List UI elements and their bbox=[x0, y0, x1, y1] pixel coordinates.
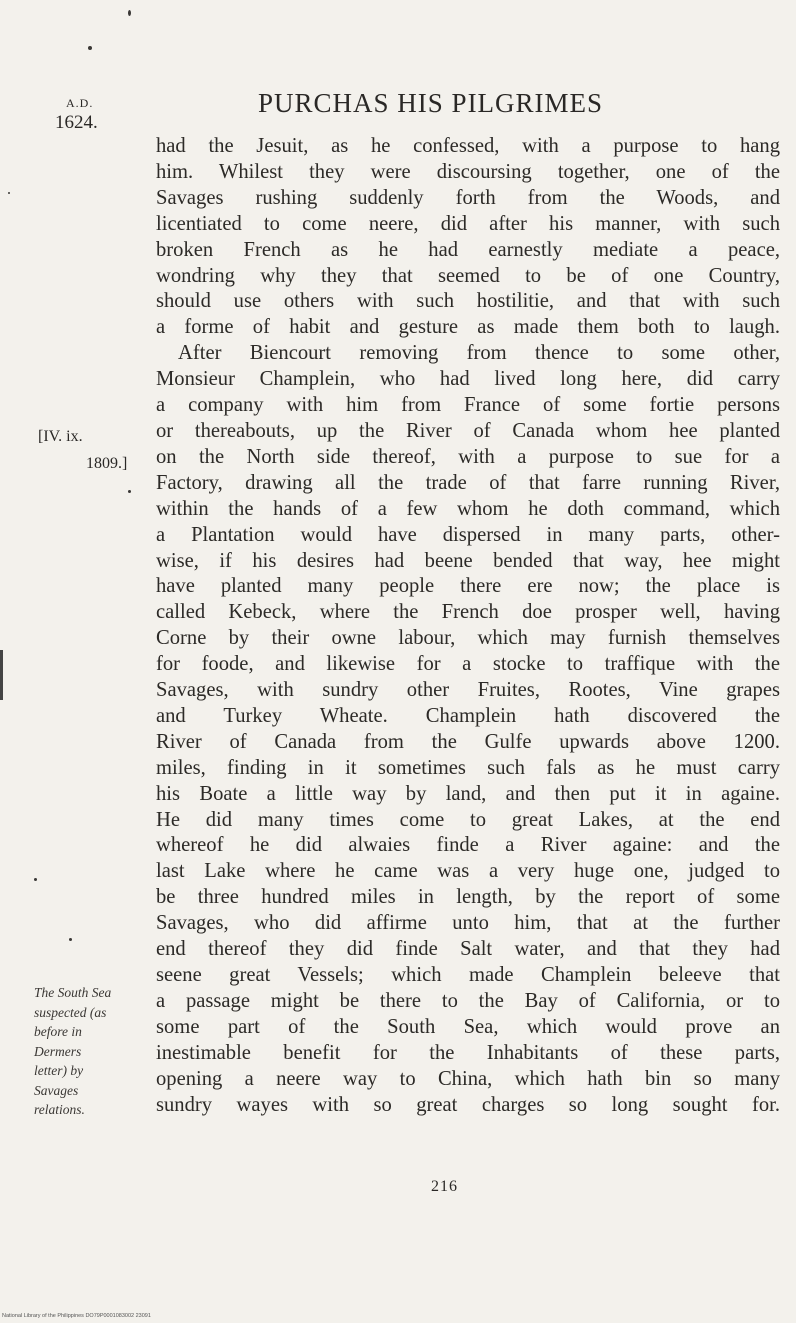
text-line: Savages rushing suddenly forth from the Woods, and bbox=[156, 186, 780, 209]
text-line: for foode, and likewise for a stocke to traffique with the bbox=[156, 653, 780, 676]
text-line: him. Whilest they were discoursing together, one of the bbox=[156, 160, 780, 183]
running-head: PURCHAS HIS PILGRIMES bbox=[258, 88, 604, 118]
sidenote-line: suspected (as bbox=[34, 1004, 107, 1020]
text-line: sundry wayes with so great charges so long sought for. bbox=[156, 1093, 780, 1116]
text-line: be three hundred miles in length, by the report of some bbox=[156, 886, 780, 909]
sidenote-line: relations. bbox=[34, 1102, 85, 1117]
margin-reference-volume: [IV. ix. bbox=[38, 428, 83, 445]
sidenote-line: before in bbox=[34, 1024, 82, 1039]
text-line: whereof he did alwaies finde a River againe: and the bbox=[156, 834, 780, 857]
text-line: Corne by their owne labour, which may furnish themselves bbox=[156, 627, 780, 650]
speck-mark bbox=[88, 46, 92, 50]
text-line: his Boate a little way by land, and then put it in againe. bbox=[156, 782, 780, 805]
text-line: last Lake where he came was a very huge one, judged to bbox=[156, 860, 780, 883]
sidenote-line: The South Sea bbox=[34, 985, 112, 1000]
text-line: broken French as he had earnestly mediate a peace, bbox=[156, 238, 780, 261]
text-line: Monsieur Champlein, who had lived long here, did carry bbox=[156, 368, 780, 391]
text-line: within the hands of a few whom he doth command, which bbox=[156, 497, 780, 520]
text-line: have planted many people there ere now; the place is bbox=[156, 575, 780, 598]
text-line: on the North side thereof, with a purpose to sue for a bbox=[156, 445, 780, 468]
date-year: 1624. bbox=[55, 112, 98, 133]
sidenote-line: letter) by bbox=[34, 1063, 84, 1078]
speck-mark bbox=[69, 938, 72, 941]
text-line: called Kebeck, where the French doe prosper well, having bbox=[156, 601, 780, 624]
text-line: seene great Vessels; which made Champlein beleeve that bbox=[156, 964, 780, 986]
text-line: He did many times come to great Lakes, at the end bbox=[156, 808, 780, 831]
text-line: inestimable benefit for the Inhabitants of these parts, bbox=[156, 1041, 780, 1064]
page-number: 216 bbox=[431, 1178, 458, 1195]
text-line: end thereof they did finde Salt water, and that they had bbox=[156, 938, 780, 961]
paragraph-start-line: After Biencourt removing from thence to some other, bbox=[178, 342, 780, 365]
margin-sidenote bbox=[34, 983, 154, 1120]
sidenote-line: Dermers bbox=[34, 1043, 82, 1059]
text-line: and Turkey Wheate. Champlein hath discovered the bbox=[156, 704, 780, 727]
text-line: some part of the South Sea, which would prove an bbox=[156, 1015, 780, 1038]
text-line: wise, if his desires had beene bended that way, hee might bbox=[156, 549, 780, 572]
body-text bbox=[156, 134, 780, 1118]
margin-reference-page: 1809.] bbox=[86, 455, 128, 472]
text-line: wondring why they that seemed to be of one Country, bbox=[156, 264, 780, 287]
page-edge-shadow bbox=[0, 650, 3, 700]
speck-mark bbox=[128, 10, 131, 16]
text-line: opening a neere way to China, which hath bin so many bbox=[156, 1067, 780, 1090]
scan-footer: National Library of the Philippines DO79P0001083002 23091 bbox=[2, 1313, 151, 1319]
text-line: a passage might be there to the Bay of California, or to bbox=[156, 989, 780, 1012]
text-line: had the Jesuit, as he confessed, with a purpose to hang bbox=[156, 135, 780, 157]
text-line: licentiated to come neere, did after his manner, with such bbox=[156, 212, 780, 235]
text-line: or thereabouts, up the River of Canada whom hee planted bbox=[156, 419, 780, 442]
speck-mark bbox=[8, 192, 10, 194]
text-line: a Plantation would have dispersed in many parts, other- bbox=[156, 523, 780, 546]
text-line: River of Canada from the Gulfe upwards above 1200. bbox=[156, 730, 780, 753]
text-line: a company with him from France of some fortie persons bbox=[156, 394, 780, 417]
text-line: should use others with such hostilitie, and that with such bbox=[156, 290, 780, 313]
text-line: Factory, drawing all the trade of that farre running River, bbox=[156, 471, 780, 494]
speck-mark bbox=[34, 878, 37, 881]
sidenote-line: Savages bbox=[34, 1082, 79, 1098]
speck-mark bbox=[128, 490, 131, 493]
date-era: A.D. bbox=[66, 96, 94, 110]
text-line: Savages, with sundry other Fruites, Rootes, Vine grapes bbox=[156, 679, 780, 702]
text-line: Savages, who did affirme unto him, that at the further bbox=[156, 912, 780, 935]
text-line: a forme of habit and gesture as made them both to laugh. bbox=[156, 316, 780, 339]
text-line: miles, finding in it sometimes such fals as he must carry bbox=[156, 756, 780, 779]
